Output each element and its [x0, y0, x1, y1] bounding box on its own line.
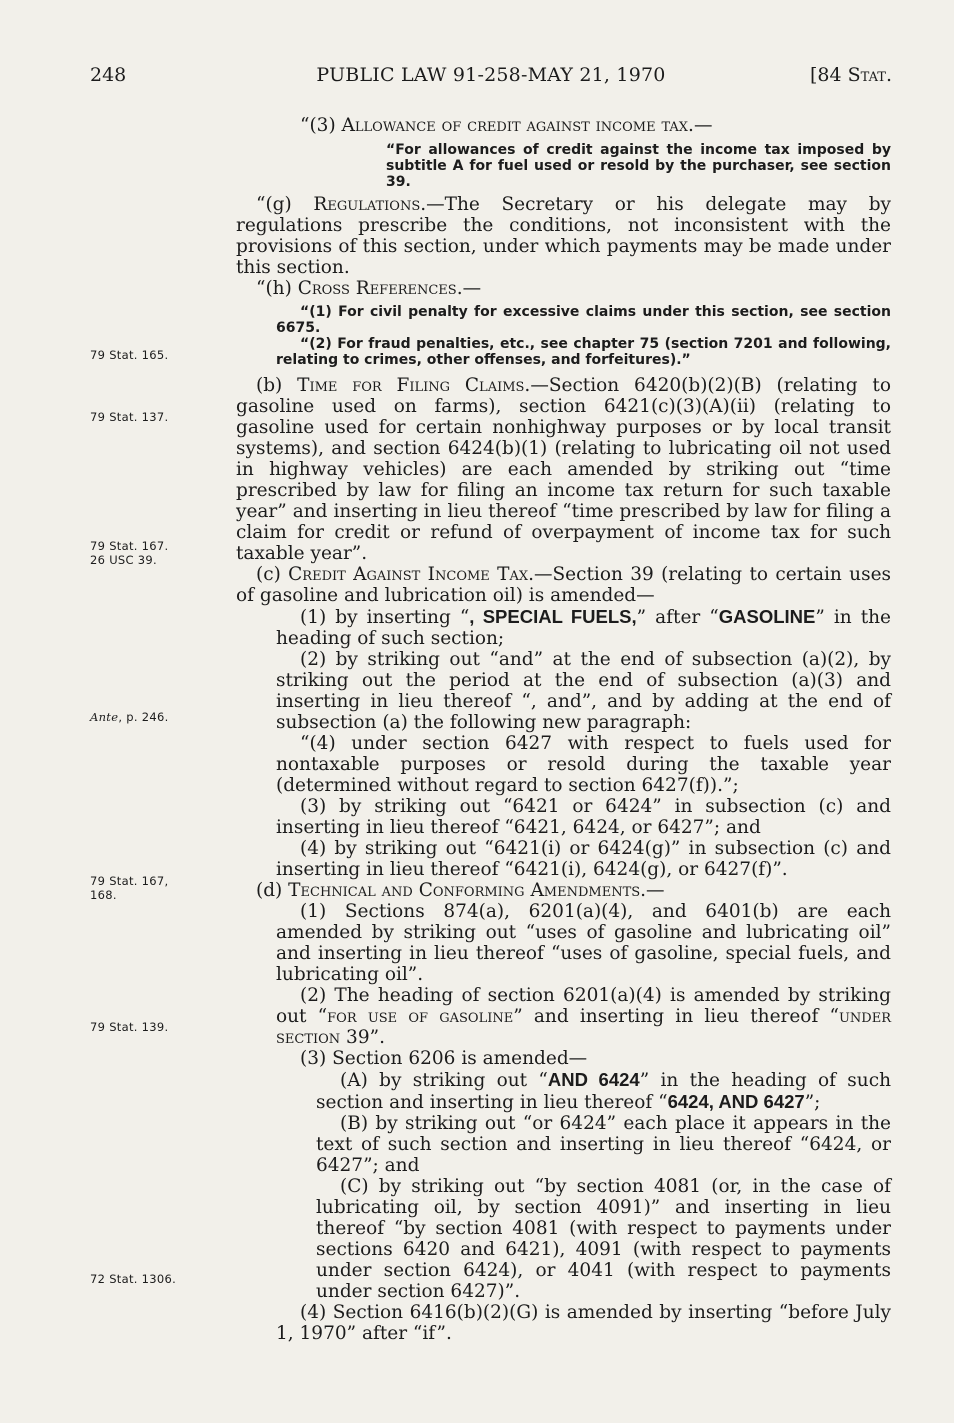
clause-c-2: (2) by striking out “and” at the end of subsection (a)(2), by striking out the period at the end of subsection (a)(3) and inserting in lieu thereof “, and”, and by adding at the end of subsection (a) the following new paragraph:: [276, 649, 891, 733]
subclause-B: (B) by striking out “or 6424” each place it appears in the text of such section and inserting in lieu thereof “6424, or 6427”; and: [316, 1113, 891, 1176]
clause-c-4: (4) by striking out “6421(i) or 6424(g)” in subsection (c) and inserting in lieu thereof “6421(i), 6424(g), or 6427(f)”.: [276, 838, 891, 880]
subclause-C: (C) by striking out “by section 4081 (or, in the case of lubricating oil, by section 4091)” and inserting in lieu thereof “by section 4081 (with respect to payments under sections 6420 and 6421), 4091 (with respect to payments under section 6424), or 4041 (with respect to payments under section 6427)”.: [316, 1176, 891, 1302]
page-number: 248: [90, 64, 127, 86]
paragraph-3-heading: “(3) Allowance of credit against income tax.—: [300, 115, 713, 136]
statute-body: [236, 115, 891, 1344]
page-header: [90, 64, 892, 92]
margin-citation: 79 Stat. 167,: [90, 874, 169, 888]
subsection-b: (b) Time for Filing Claims.—Section 6420(b)(2)(B) (relating to gasoline used on farms), section 6421(c)(3)(A)(ii) (relating to gasoline used for certain nonhighway purposes or by local transit systems), and section 6424(b)(1) (relating to lubricating oil not used in highway vehicles) are each amended by striking out “time prescribed by law for filing an income tax return for such taxable year” and inserting in lieu thereof “time prescribed by law for filing a claim for credit or refund of overpayment of income tax for such taxable year”.: [236, 375, 891, 564]
subsection-d-heading: (d) Technical and Conforming Amendments.—: [256, 880, 665, 901]
margin-citation: 79 Stat. 137.: [90, 410, 169, 424]
clause-d-1: (1) Sections 874(a), 6201(a)(4), and 6401(b) are each amended by striking out “uses of gasoline and lubricating oil” and inserting in lieu thereof “uses of gasoline, special fuels, and lubricating oil”.: [276, 901, 891, 985]
margin-citation: 79 Stat. 167.: [90, 539, 169, 553]
statute-volume: [84 Stat.: [809, 64, 892, 86]
clause-c-3: (3) by striking out “6421 or 6424” in subsection (c) and inserting in lieu thereof “6421, 6424, or 6427”; and: [276, 796, 891, 838]
clause-d-4: (4) Section 6416(b)(2)(G) is amended by inserting “before July 1, 1970” after “if”.: [276, 1302, 891, 1344]
margin-citation: Ante, p. 246.: [90, 710, 169, 724]
subsection-c: (c) Credit Against Income Tax.—Section 39 (relating to certain uses of gasoline and lubrication oil) is amended—: [236, 564, 892, 606]
margin-citation: 79 Stat. 139.: [90, 1020, 169, 1034]
subsection-h-heading: “(h) Cross References.—: [256, 278, 482, 299]
margin-citation: 72 Stat. 1306.: [90, 1272, 177, 1286]
margin-citation: 26 USC 39.: [90, 553, 157, 567]
subsection-g: “(g) Regulations.—The Secretary or his delegate may by regulations prescribe the conditions, not inconsistent with the provisions of this section, under which payments may be made under this section.: [236, 194, 891, 278]
cross-reference-note: “(2) For fraud penalties, etc., see chapter 75 (section 7201 and following, relating to crimes, other offenses, and forfeitures).”: [276, 336, 891, 368]
clause-d-3: (3) Section 6206 is amended—: [300, 1048, 588, 1069]
cross-reference-note: “For allowances of credit against the income tax imposed by subtitle A for fuel used or resold by the purchaser, see section 39.: [386, 142, 891, 190]
clause-d-2: (2) The heading of section 6201(a)(4) is amended by striking out “for use of gasoline” and inserting in lieu thereof “under section 39”.: [276, 985, 891, 1048]
margin-citation: 79 Stat. 165.: [90, 348, 169, 362]
cross-reference-note: “(1) For civil penalty for excessive claims under this section, see section 6675.: [276, 304, 891, 336]
running-title: PUBLIC LAW 91-258-MAY 21, 1970: [316, 64, 666, 86]
quoted-paragraph: “(4) under section 6427 with respect to fuels used for nontaxable purposes or resold during the taxable year (determined without regard to section 6427(f)).”;: [276, 733, 891, 796]
margin-citation: 168.: [90, 888, 117, 902]
subclause-A: (A) by striking out “AND 6424” in the heading of such section and inserting in lieu thereof “6424, AND 6427”;: [316, 1069, 891, 1113]
clause-c-1: (1) by inserting “, SPECIAL FUELS,” after “GASOLINE” in the heading of such section;: [276, 606, 892, 649]
